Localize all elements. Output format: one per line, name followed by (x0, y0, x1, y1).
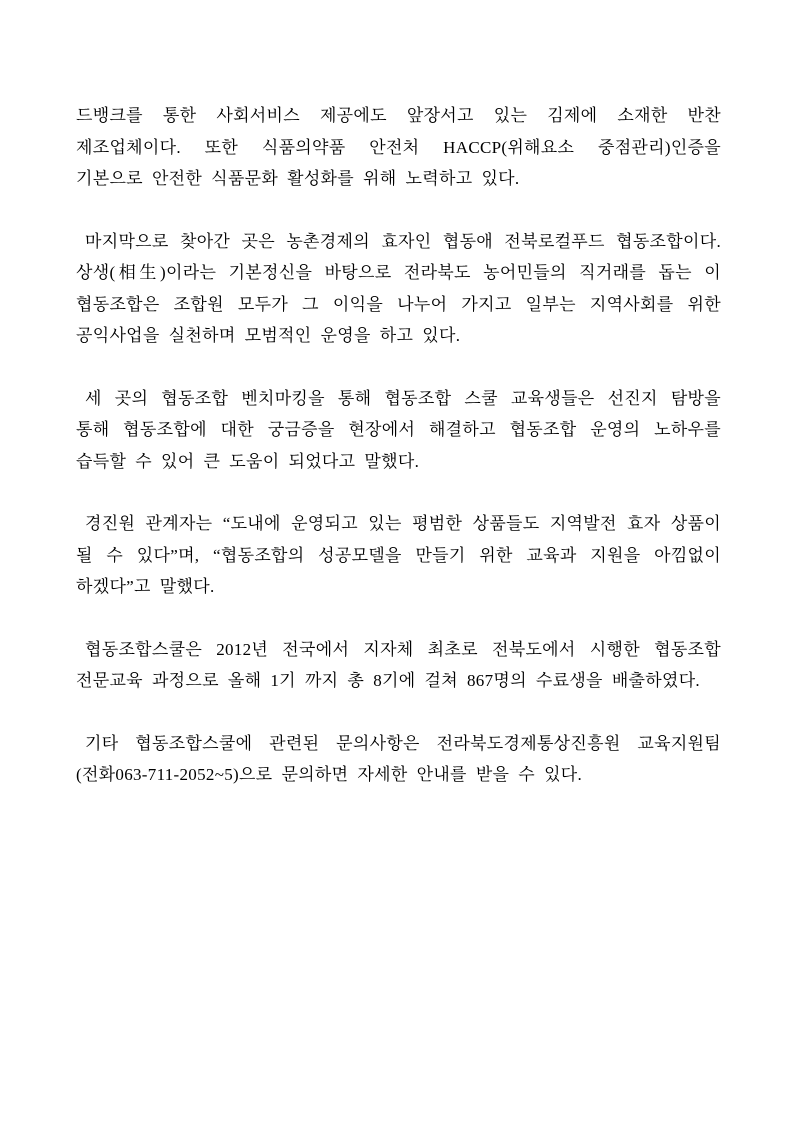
body-paragraph-5: 협동조합스쿨은 2012년 전국에서 지자체 최초로 전북도에서 시행한 협동조합 전문교육 과정으로 올해 1기 까지 총 8기에 걸쳐 867명의 수료생을 배출하였다. (76, 639, 721, 690)
document-body (76, 100, 721, 822)
body-paragraph-2: 마지막으로 찾아간 곳은 농촌경제의 효자인 협동애 전북로컬푸드 협동조합이다. 상생(相生)이라는 기본정신을 바탕으로 전라북도 농어민들의 직거래를 돕는 이 협동조합은 조합원 모두가 그 이익을 나누어 가지고 일부는 지역사회를 위한 공익사업을 실천하며 모범적인 운영을 하고 있다. (76, 231, 721, 345)
body-paragraph-4: 경진원 관계자는 “도내에 운영되고 있는 평범한 상품들도 지역발전 효자 상품이 될 수 있다”며, “협동조합의 성공모델을 만들기 위한 교육과 지원을 아낌없이 하겠다”고 말했다. (76, 514, 721, 596)
body-paragraph-1: 드뱅크를 통한 사회서비스 제공에도 앞장서고 있는 김제에 소재한 반찬 제조업체이다. 또한 식품의약품 안전처 HACCP(위해요소 중점관리)인증을 기본으로 안전한 식품문화 활성화를 위해 노력하고 있다. (76, 106, 721, 188)
body-paragraph-6: 기타 협동조합스쿨에 관련된 문의사항은 전라북도경제통상진흥원 교육지원팀(전화063-711-2052~5)으로 문의하면 자세한 안내를 받을 수 있다. (76, 733, 721, 784)
body-paragraph-3: 세 곳의 협동조합 벤치마킹을 통해 협동조합 스쿨 교육생들은 선진지 탐방을 통해 협동조합에 대한 궁금증을 현장에서 해결하고 협동조합 운영의 노하우를 습득할 수 있어 큰 도움이 되었다고 말했다. (76, 388, 721, 471)
